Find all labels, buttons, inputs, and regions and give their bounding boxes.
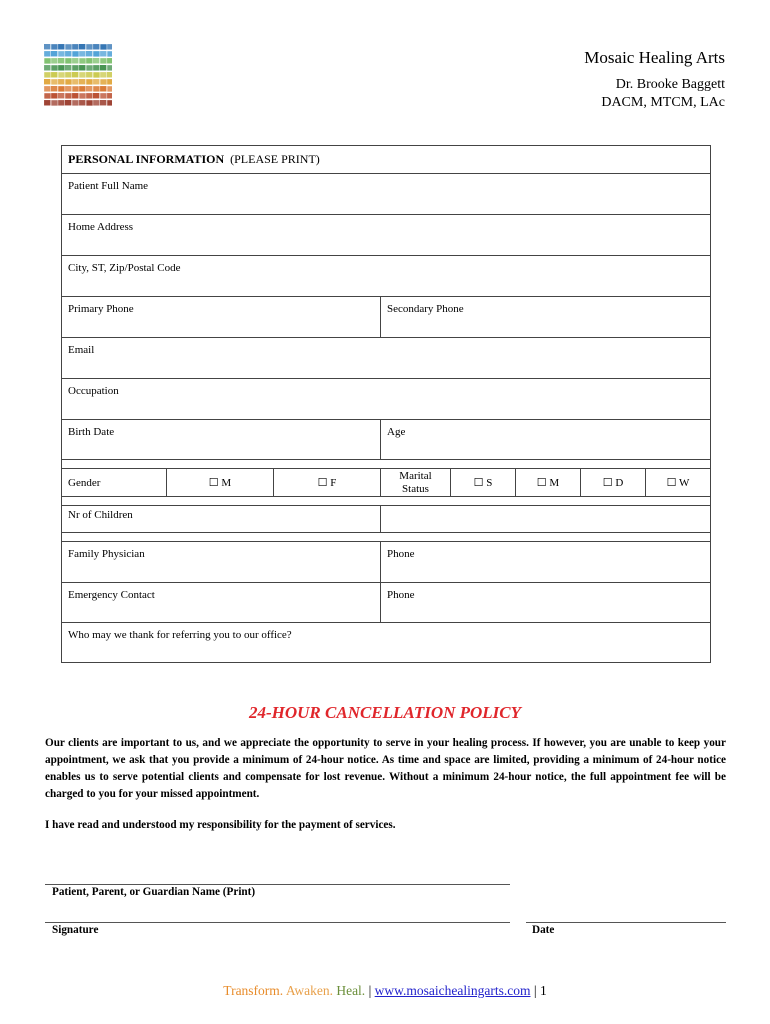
logo-tile	[65, 58, 71, 63]
footer-transform: Transform.	[223, 983, 284, 998]
home-address-field[interactable]	[62, 215, 711, 256]
logo-tile	[100, 93, 106, 98]
referral-field[interactable]	[62, 623, 711, 663]
signature-label: Signature	[52, 924, 99, 936]
logo-tile	[51, 93, 57, 98]
logo-tile	[72, 72, 78, 77]
footer	[0, 983, 770, 999]
personal-information-form	[61, 145, 711, 663]
logo-tile	[100, 58, 106, 63]
logo-tile	[44, 93, 50, 98]
logo-tile	[51, 65, 57, 70]
marital-d-checkbox[interactable]: ☐ D	[581, 469, 646, 497]
logo-tile	[93, 79, 99, 84]
logo-tile	[51, 72, 57, 77]
section-note: (PLEASE PRINT)	[230, 152, 320, 166]
birth-date-label: Birth Date	[68, 426, 115, 438]
logo-tile	[51, 79, 57, 84]
secondary-phone-label: Secondary Phone	[387, 303, 464, 315]
occupation-label: Occupation	[68, 385, 119, 397]
section-header	[62, 146, 711, 174]
logo-tile	[86, 100, 92, 105]
logo-tile	[65, 72, 71, 77]
logo-tile	[58, 58, 64, 63]
logo-tile	[79, 65, 85, 70]
logo-tile	[100, 51, 106, 56]
logo-tile	[65, 51, 71, 56]
children-label: Nr of Children	[62, 506, 381, 533]
doctor-credentials: DACM, MTCM, LAc	[601, 95, 725, 110]
marital-s-checkbox[interactable]: ☐ S	[451, 469, 516, 497]
logo-tile	[72, 100, 78, 105]
doctor-name: Dr. Brooke Baggett	[615, 77, 725, 92]
home-address-label: Home Address	[68, 221, 134, 233]
logo-tile	[65, 65, 71, 70]
footer-website-link[interactable]: www.mosaichealingarts.com	[374, 983, 531, 998]
logo-tile	[72, 79, 78, 84]
logo-tile	[51, 51, 57, 56]
logo-tile	[100, 44, 106, 49]
logo-tile	[44, 86, 50, 91]
spacer-row	[62, 497, 711, 506]
marital-m-checkbox[interactable]: ☐ M	[516, 469, 581, 497]
date-line[interactable]	[526, 922, 726, 923]
logo-tile	[107, 79, 112, 84]
marital-w-checkbox[interactable]: ☐ W	[646, 469, 711, 497]
footer-heal: Heal.	[336, 983, 366, 998]
gender-label: Gender	[62, 469, 167, 497]
logo-tile	[86, 65, 92, 70]
logo-tile	[79, 100, 85, 105]
logo-tile	[86, 58, 92, 63]
email-label: Email	[68, 344, 95, 356]
referral-label: Who may we thank for referring you to our office?	[68, 629, 292, 641]
logo-tile	[58, 79, 64, 84]
logo-tile	[107, 72, 112, 77]
logo-tile	[72, 58, 78, 63]
logo-tile	[58, 44, 64, 49]
logo-tile	[107, 51, 112, 56]
logo-tile	[107, 44, 112, 49]
emergency-contact-field[interactable]	[62, 583, 381, 623]
logo-tile	[93, 100, 99, 105]
logo-tile	[86, 44, 92, 49]
logo-tile	[58, 65, 64, 70]
logo-tile	[44, 79, 50, 84]
logo-tile	[65, 93, 71, 98]
logo-tile	[93, 44, 99, 49]
city-label: City, ST, Zip/Postal Code	[68, 262, 181, 274]
logo-tile	[79, 51, 85, 56]
practice-name: Mosaic Healing Arts	[584, 48, 725, 67]
logo-tile	[93, 72, 99, 77]
logo-tile	[100, 79, 106, 84]
marital-status-label: Marital Status	[381, 469, 451, 497]
policy-body: Our clients are important to us, and we appreciate the opportunity to serve in your healing process. If however, you are unable to keep your appointment, we ask that you provide a minimum of 24-hour notice. As time and space are limited, providing a minimum of 24-hour notice enables us to serve potential clients and compensate for lost revenue. Without a minimum 24-hour notice, the full appointment fee will be charged to you for your missed appointment.	[45, 737, 726, 800]
logo-tile	[79, 72, 85, 77]
logo-tile	[100, 86, 106, 91]
logo-tile	[51, 58, 57, 63]
signature-line[interactable]	[45, 922, 510, 923]
logo-tile	[79, 44, 85, 49]
birth-date-field[interactable]	[62, 420, 381, 460]
logo-tile	[107, 86, 112, 91]
patient-name-label: Patient Full Name	[68, 180, 149, 192]
logo-tile	[72, 44, 78, 49]
gender-m-checkbox[interactable]: ☐ M	[167, 469, 274, 497]
family-physician-label: Family Physician	[68, 548, 145, 560]
logo-tile	[79, 86, 85, 91]
logo-tile	[79, 58, 85, 63]
emergency-contact-label: Emergency Contact	[68, 589, 155, 601]
logo-tile	[86, 51, 92, 56]
section-title: PERSONAL INFORMATION	[68, 152, 225, 166]
logo-tile	[100, 72, 106, 77]
logo-tile	[86, 93, 92, 98]
emergency-phone-field[interactable]	[381, 583, 711, 623]
spacer-row	[62, 533, 711, 542]
logo-tile	[65, 44, 71, 49]
logo-tile	[44, 51, 50, 56]
logo-tile	[65, 100, 71, 105]
page-number: 1	[539, 983, 547, 998]
logo-tile	[72, 86, 78, 91]
logo-tile	[107, 58, 112, 63]
email-field[interactable]	[62, 338, 711, 379]
logo-tile	[58, 72, 64, 77]
primary-phone-field[interactable]	[62, 297, 381, 338]
logo-tile	[79, 79, 85, 84]
logo-tile	[93, 51, 99, 56]
logo-tile	[44, 100, 50, 105]
logo-tile	[58, 51, 64, 56]
logo-tile	[58, 100, 64, 105]
primary-phone-label: Primary Phone	[68, 303, 134, 315]
logo-tile	[65, 79, 71, 84]
name-print-label: Patient, Parent, or Guardian Name (Print)	[52, 886, 256, 898]
policy-title: 24-HOUR CANCELLATION POLICY	[248, 703, 522, 722]
logo-tile	[107, 65, 112, 70]
logo-tile	[79, 93, 85, 98]
secondary-phone-field[interactable]	[381, 297, 711, 338]
acknowledgement-text: I have read and understood my responsibility for the payment of services.	[45, 819, 396, 831]
gender-f-checkbox[interactable]: ☐ F	[274, 469, 381, 497]
age-field[interactable]	[381, 420, 711, 460]
logo-tile	[107, 100, 112, 105]
logo-tile	[86, 79, 92, 84]
physician-phone-label: Phone	[387, 548, 415, 560]
logo-tile	[65, 86, 71, 91]
logo-tile	[44, 65, 50, 70]
physician-phone-field[interactable]	[381, 542, 711, 583]
spacer-row	[62, 460, 711, 469]
logo-tile	[44, 72, 50, 77]
logo-tile	[58, 86, 64, 91]
occupation-field[interactable]	[62, 379, 711, 420]
date-label: Date	[532, 924, 555, 936]
logo-tile	[93, 58, 99, 63]
logo-tile	[86, 86, 92, 91]
logo-tile	[51, 44, 57, 49]
logo-tile	[72, 65, 78, 70]
children-field[interactable]	[381, 506, 711, 533]
logo-tile	[51, 86, 57, 91]
logo-tile	[51, 100, 57, 105]
logo-tile	[72, 93, 78, 98]
logo-tile	[58, 93, 64, 98]
age-label: Age	[387, 426, 406, 438]
logo-tile	[100, 65, 106, 70]
footer-awaken: Awaken.	[285, 983, 333, 998]
logo-tile	[93, 86, 99, 91]
logo-tile	[100, 100, 106, 105]
footer-separator: |	[533, 983, 537, 998]
logo-tile	[93, 93, 99, 98]
logo-tile	[107, 93, 112, 98]
logo-tile	[86, 72, 92, 77]
city-field[interactable]	[62, 256, 711, 297]
footer-separator: |	[368, 983, 372, 998]
patient-name-field[interactable]	[62, 174, 711, 215]
emergency-phone-label: Phone	[387, 589, 415, 601]
logo-tile	[72, 51, 78, 56]
logo-tile	[93, 65, 99, 70]
name-signature-line[interactable]	[45, 884, 510, 885]
logo-tile	[44, 58, 50, 63]
family-physician-field[interactable]	[62, 542, 381, 583]
logo-tile	[44, 44, 50, 49]
mosaic-logo-icon	[44, 44, 112, 112]
